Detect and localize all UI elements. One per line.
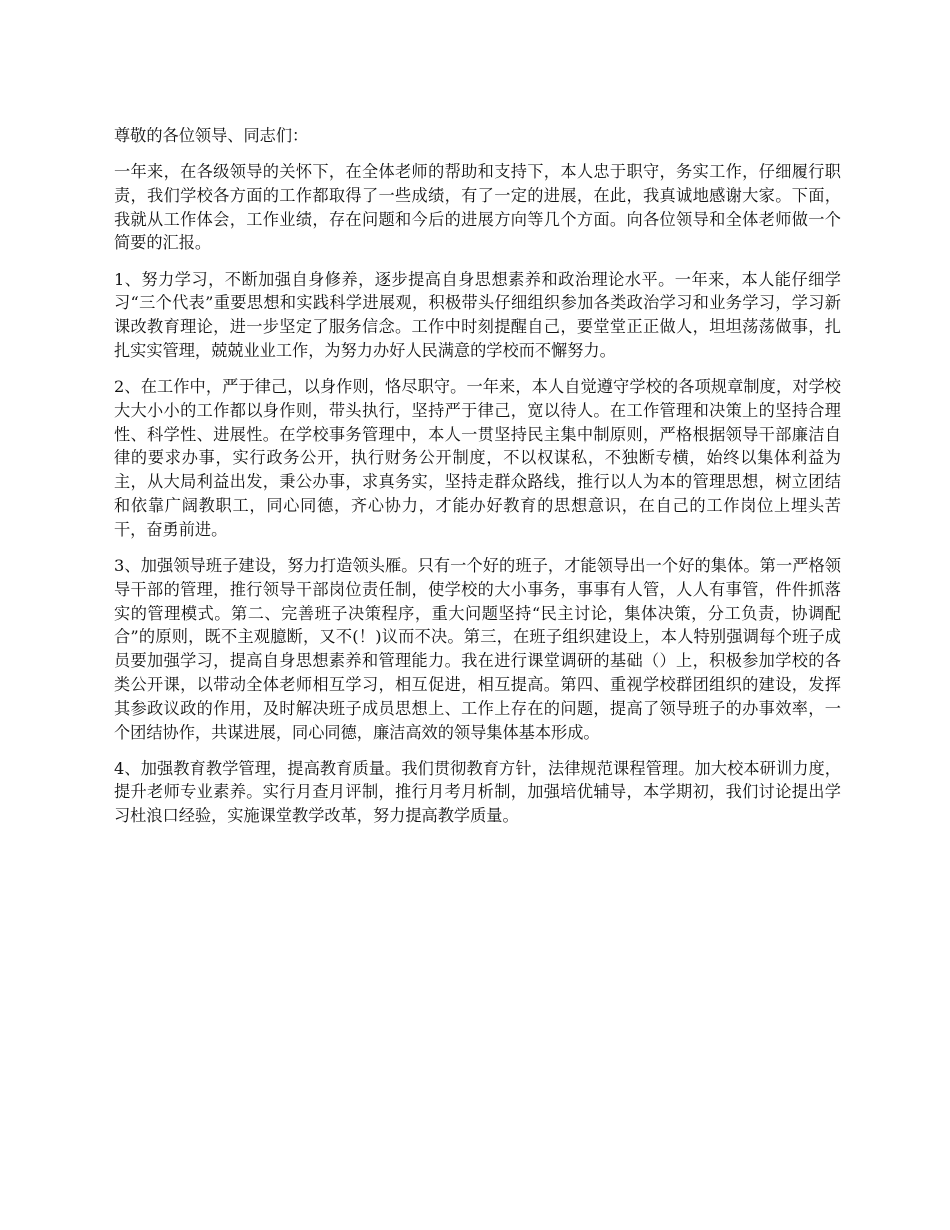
greeting: 尊敬的各位领导、同志们：: [114, 126, 309, 145]
paragraph-intro: 一年来，在各级领导的关怀下，在全体老师的帮助和支持下，本人忠于职守，务实工作，仔细履行职责，我们学校各方面的工作都取得了一些成绩，有了一定的进展，在此，我真诚地感谢大家。下面，我就从工作体会，工作业绩，存在问题和今后的进展方向等几个方面。向各位领导和全体老师做一个简要的汇报。: [114, 162, 841, 253]
document-body: [114, 124, 841, 840]
paragraph-study: 1、努力学习，不断加强自身修养，逐步提高自身思想素养和政治理论水平。一年来，本人能仔细学习“三个代表”重要思想和实践科学进展观，积极带头仔细组织参加各类政治学习和业务学习，学习新课改教育理论，进一步坚定了服务信念。工作中时刻提醒自己，要堂堂正正做人，坦坦荡荡做事，扎扎实实管理，兢兢业业工作，为努力办好人民满意的学校而不懈努力。: [114, 269, 841, 360]
paragraph-teaching: 4、加强教育教学管理，提高教育质量。我们贯彻教育方针，法律规范课程管理。加大校本研训力度，提升老师专业素养。实行月查月评制，推行月考月析制，加强培优辅导，本学期初，我们讨论提出学习杜浪口经验，实施课堂教学改革，努力提高教学质量。: [114, 758, 841, 826]
paragraph-discipline: 2、在工作中，严于律己，以身作则，恪尽职守。一年来，本人自觉遵守学校的各项规章制度，对学校大大小小的工作都以身作则，带头执行，坚持严于律己，宽以待人。在工作管理和决策上的坚持合理性、科学性、进展性。在学校事务管理中，本人一贯坚持民主集中制原则，严格根据领导干部廉洁自律的要求办事，实行政务公开，执行财务公开制度，不以权谋私，不独断专横，始终以集体利益为主，从大局利益出发，秉公办事，求真务实，坚持走群众路线，推行以人为本的管理思想，树立团结和依靠广阔教职工，同心同德，齐心协力，才能办好教育的思想意识，在自己的工作岗位上埋头苦干，奋勇前进。: [114, 377, 841, 539]
paragraph-leadership: 3、加强领导班子建设，努力打造领头雁。只有一个好的班子，才能领导出一个好的集体。第一严格领导干部的管理，推行领导干部岗位责任制，使学校的大小事务，事事有人管，人人有事管，件件抓落实的管理模式。第二、完善班子决策程序，重大问题坚持“民主讨论，集体决策，分工负责，协调配合”的原则，既不主观臆断，又不(！)议而不决。第三，在班子组织建设上，本人特别强调每个班子成员要加强学习，提高自身思想素养和管理能力。我在进行课堂调研的基础（）上，积极参加学校的各类公开课，以带动全体老师相互学习，相互促进，相互提高。第四、重视学校群团组织的建设，发挥其参政议政的作用，及时解决班子成员思想上、工作上存在的问题，提高了领导班子的办事效率，一个团结协作，共谋进展，同心同德，廉洁高效的领导集体基本形成。: [114, 555, 841, 742]
